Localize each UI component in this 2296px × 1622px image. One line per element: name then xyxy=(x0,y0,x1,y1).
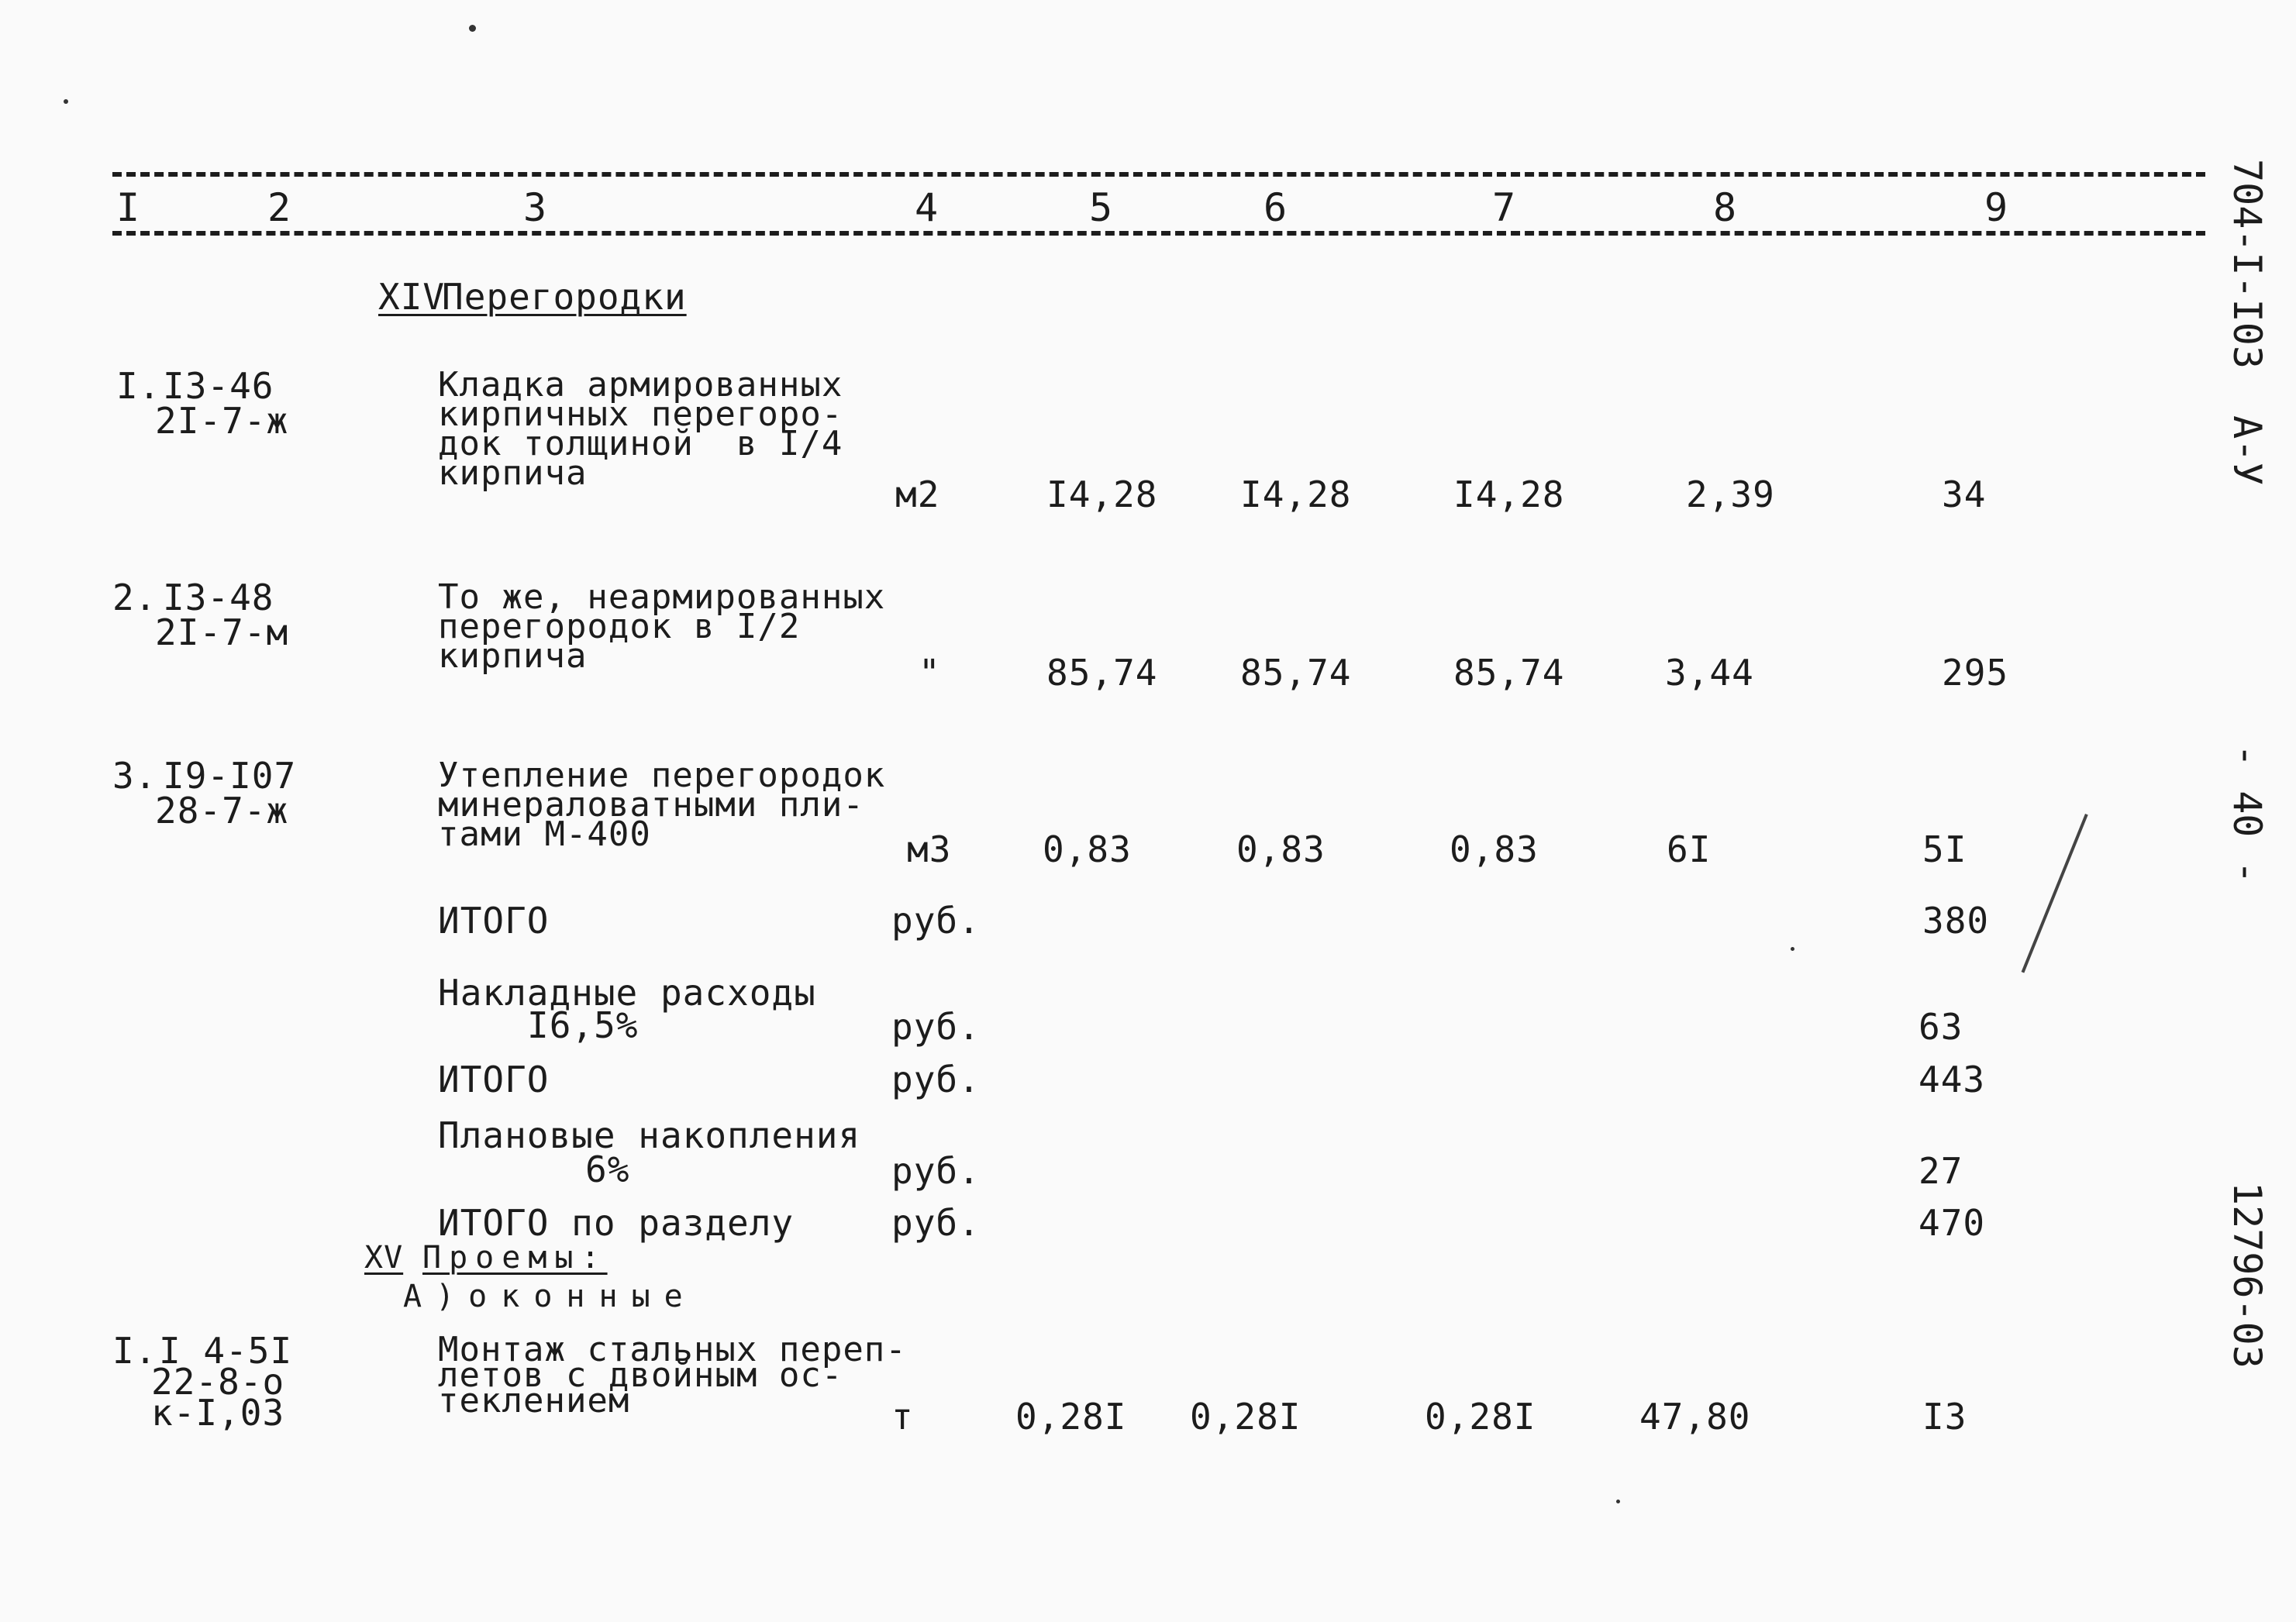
row-2-col5: 85,74 xyxy=(1046,652,1158,694)
row-2-col7: 85,74 xyxy=(1453,652,1565,694)
total-2-unit: руб. xyxy=(891,1006,981,1048)
row-15-1-col9: I3 xyxy=(1922,1396,1967,1438)
total-2-label: Накладные расходы xyxy=(438,972,816,1014)
scan-speck xyxy=(1791,947,1794,951)
row-3-code-2: 28-7-ж xyxy=(155,790,289,832)
total-section-unit: руб. xyxy=(891,1202,981,1244)
row-3-description: Утепление перегородок минераловатными пли- тами М-400 xyxy=(438,756,886,854)
col-6-header: 6 xyxy=(1263,185,1288,230)
row-15-1-col7: 0,28I xyxy=(1425,1396,1536,1438)
col-5-header: 5 xyxy=(1089,185,1114,230)
col-2-header: 2 xyxy=(267,185,292,230)
header-rule-top xyxy=(112,172,2205,177)
total-section-value: 470 xyxy=(1919,1202,1986,1244)
total-4-value: 27 xyxy=(1919,1150,1963,1192)
row-2-col9: 295 xyxy=(1942,652,2009,694)
row-1-description: Кладка армированных кирпичных перегоро- док толщиной в I/4 кирпича xyxy=(438,365,843,493)
total-1-value: 380 xyxy=(1922,900,1990,942)
col-9-header: 9 xyxy=(1984,185,2009,230)
margin-doc-code: 704-I-I03 А-У xyxy=(2225,159,2270,486)
total-2-sub: I6,5% xyxy=(527,1004,639,1046)
scan-speck xyxy=(469,25,476,32)
row-15-1-code-2: 22-8-о xyxy=(151,1361,285,1403)
row-3-col5: 0,83 xyxy=(1043,828,1132,870)
row-15-1-col5: 0,28I xyxy=(1015,1396,1127,1438)
margin-archive-number: 12796-03 xyxy=(2225,1182,2270,1369)
row-15-1-col6: 0,28I xyxy=(1190,1396,1301,1438)
row-3-number: 3. xyxy=(112,755,157,797)
col-8-header: 8 xyxy=(1713,185,1738,230)
row-3-col6: 0,83 xyxy=(1236,828,1326,870)
row-15-1-col8: 47,80 xyxy=(1639,1396,1751,1438)
total-section-label: ИТОГО по разделу xyxy=(438,1202,795,1244)
row-1-code: I3-46 xyxy=(163,365,274,407)
pen-stroke xyxy=(2022,814,2088,973)
row-1-unit: м2 xyxy=(895,474,940,515)
total-4-label: Плановые накопления xyxy=(438,1114,861,1156)
section-15-title: Проемы: xyxy=(422,1240,608,1276)
row-3-col7: 0,83 xyxy=(1450,828,1539,870)
row-15-1-description: Монтаж стальных переп- летов с двойным ос- теклением xyxy=(438,1330,907,1421)
col-4-header: 4 xyxy=(915,185,939,230)
row-2-col8: 3,44 xyxy=(1665,652,1754,694)
col-3-header: 3 xyxy=(523,185,548,230)
section-14-numeral: XIV xyxy=(378,276,446,318)
row-3-col8: 6I xyxy=(1667,828,1712,870)
row-1-number: I. xyxy=(116,365,161,407)
row-15-1-code: I 4-5I xyxy=(159,1330,293,1372)
row-1-col8: 2,39 xyxy=(1686,474,1775,515)
section-14-title: Перегородки xyxy=(442,276,687,318)
row-3-code: I9-I07 xyxy=(163,755,297,797)
scan-speck xyxy=(1616,1500,1620,1503)
row-1-code-2: 2I-7-ж xyxy=(155,400,289,442)
subsection-windows: А)оконные xyxy=(403,1279,697,1314)
row-1-col9: 34 xyxy=(1942,474,1987,515)
header-rule-bottom xyxy=(112,231,2205,236)
row-1-col5: I4,28 xyxy=(1046,474,1158,515)
section-15-numeral: XV xyxy=(364,1240,404,1276)
row-3-unit: м3 xyxy=(907,828,952,870)
row-2-description: То же, неармированных перегородок в I/2 кирпича xyxy=(438,577,886,676)
row-2-code-2: 2I-7-м xyxy=(155,611,289,653)
total-3-unit: руб. xyxy=(891,1059,981,1100)
scan-speck xyxy=(64,99,68,104)
row-3-col9: 5I xyxy=(1922,828,1967,870)
total-4-sub: 6% xyxy=(585,1148,630,1190)
row-15-1-unit: т xyxy=(891,1396,914,1438)
total-4-unit: руб. xyxy=(891,1150,981,1192)
row-15-1-code-3: к-I,03 xyxy=(151,1392,285,1434)
total-1-label: ИТОГО xyxy=(438,900,550,942)
row-2-unit: " xyxy=(919,652,941,694)
row-2-code: I3-48 xyxy=(163,577,274,618)
row-15-1-number: I. xyxy=(112,1330,157,1372)
row-2-number: 2. xyxy=(112,577,157,618)
total-1-unit: руб. xyxy=(891,900,981,942)
total-2-value: 63 xyxy=(1919,1006,1963,1048)
col-7-header: 7 xyxy=(1492,185,1517,230)
margin-page-number: - 40 - xyxy=(2225,744,2270,884)
row-2-col6: 85,74 xyxy=(1240,652,1352,694)
row-1-col6: I4,28 xyxy=(1240,474,1352,515)
col-1-header: I xyxy=(116,185,141,230)
row-1-col7: I4,28 xyxy=(1453,474,1565,515)
total-3-label: ИТОГО xyxy=(438,1059,550,1100)
total-3-value: 443 xyxy=(1919,1059,1986,1100)
